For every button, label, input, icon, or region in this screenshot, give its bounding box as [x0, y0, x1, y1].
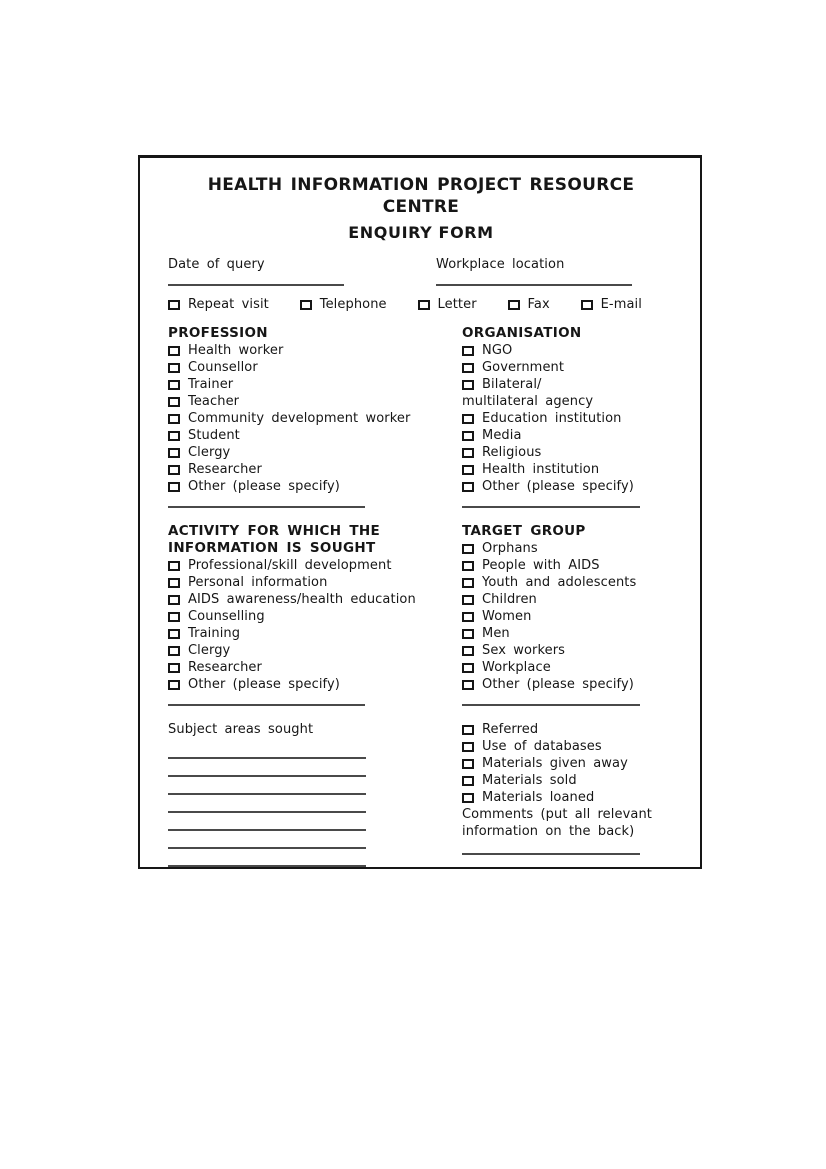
checkbox[interactable]: [168, 346, 180, 356]
workplace-location-field: [436, 256, 674, 286]
checkbox-label: Other (please specify): [188, 479, 340, 494]
checkbox[interactable]: [462, 346, 474, 356]
checkbox-item: [462, 659, 674, 676]
checkbox-label: Other (please specify): [188, 677, 340, 692]
checkbox-item: [168, 410, 462, 427]
comments-label: Comments (put all relevant information on the back): [462, 807, 652, 839]
checkbox-label: Teacher: [188, 394, 240, 409]
checkbox[interactable]: [168, 629, 180, 639]
checkbox[interactable]: [168, 380, 180, 390]
checkbox-item: [462, 591, 674, 608]
checkbox-item: [168, 591, 462, 608]
checkbox-item: [462, 642, 674, 659]
checkbox-item: [462, 410, 674, 427]
checkbox-item: [168, 478, 462, 495]
form-columns: [168, 325, 674, 867]
checkbox-item: [168, 376, 462, 393]
checkbox-item: [462, 342, 674, 359]
outcome-items: [462, 721, 674, 806]
checkbox-label: People with AIDS: [482, 558, 600, 573]
checkbox-label: Clergy: [188, 445, 231, 460]
checkbox[interactable]: [462, 742, 474, 752]
checkbox-label: Materials given away: [482, 756, 628, 771]
checkbox-item: [462, 461, 674, 478]
checkbox[interactable]: [168, 397, 180, 407]
checkbox-item: [462, 738, 674, 755]
checkbox-item: [462, 359, 674, 376]
checkbox[interactable]: [300, 300, 312, 310]
checkbox-item: [168, 608, 462, 625]
activity-other-specify-line[interactable]: [168, 704, 365, 706]
enquiry-form: [138, 155, 702, 869]
checkbox[interactable]: [462, 612, 474, 622]
checkbox[interactable]: [168, 414, 180, 424]
checkbox-label: Children: [482, 592, 537, 607]
checkbox-item: [462, 755, 674, 772]
checkbox-item: [418, 296, 477, 313]
checkbox-label-continuation: multilateral agency: [462, 394, 594, 409]
checkbox-label: Health worker: [188, 343, 284, 358]
checkbox-label: Government: [482, 360, 565, 375]
checkbox-item: [168, 427, 462, 444]
checkbox[interactable]: [462, 448, 474, 458]
checkbox-label: Community development worker: [188, 411, 411, 426]
checkbox-item: [462, 574, 674, 591]
checkbox-label: Workplace: [482, 660, 551, 675]
checkbox-item: [462, 772, 674, 789]
checkbox-label: Letter: [437, 297, 477, 312]
write-in-line[interactable]: [168, 813, 366, 831]
organisation-items: [462, 342, 674, 495]
checkbox[interactable]: [168, 363, 180, 373]
checkbox-item: [462, 540, 674, 557]
checkbox[interactable]: [168, 578, 180, 588]
section-organisation: [462, 325, 674, 508]
checkbox[interactable]: [462, 465, 474, 475]
checkbox-label: Other (please specify): [482, 479, 634, 494]
checkbox-label: Professional/skill development: [188, 558, 392, 573]
checkbox[interactable]: [462, 759, 474, 769]
checkbox-label: Media: [482, 428, 522, 443]
checkbox-label: Researcher: [188, 462, 262, 477]
checkbox-item: [168, 393, 462, 410]
checkbox[interactable]: [168, 482, 180, 492]
subject-areas-lines: [168, 741, 462, 867]
form-subtitle: ENQUIRY FORM: [348, 223, 494, 242]
checkbox[interactable]: [462, 629, 474, 639]
checkbox[interactable]: [168, 595, 180, 605]
checkbox[interactable]: [168, 300, 180, 310]
checkbox-label: Education institution: [482, 411, 622, 426]
checkbox-label: Orphans: [482, 541, 538, 556]
checkbox-label: Counselling: [188, 609, 265, 624]
checkbox-item: [462, 427, 674, 444]
checkbox-item: [462, 376, 674, 393]
checkbox-item: [462, 608, 674, 625]
checkbox-item: [168, 659, 462, 676]
section-subject-areas: [168, 721, 462, 867]
checkbox-label: E-mail: [600, 297, 642, 312]
profession-other-specify-line[interactable]: [168, 506, 365, 508]
subject-areas-label: Subject areas sought: [168, 722, 314, 737]
checkbox-item: [462, 557, 674, 574]
profession-items: [168, 342, 462, 495]
activity-heading-line1: ACTIVITY FOR WHICH THE: [168, 523, 380, 539]
write-in-line[interactable]: [168, 795, 366, 813]
checkbox-label: Personal information: [188, 575, 328, 590]
checkbox[interactable]: [168, 612, 180, 622]
checkbox-label: Religious: [482, 445, 542, 460]
organisation-other-specify-line[interactable]: [462, 506, 640, 508]
checkbox[interactable]: [462, 544, 474, 554]
workplace-location-label: Workplace location: [436, 257, 565, 272]
checkbox-item: [168, 461, 462, 478]
workplace-location-input[interactable]: [436, 284, 632, 286]
checkbox-label: Use of databases: [482, 739, 602, 754]
activity-items: [168, 557, 462, 693]
checkbox-label: Researcher: [188, 660, 262, 675]
checkbox-label: Fax: [527, 297, 550, 312]
checkbox-label: Training: [188, 626, 241, 641]
header-fields: [168, 256, 674, 286]
checkbox-item: [168, 557, 462, 574]
checkbox[interactable]: [462, 380, 474, 390]
organisation-heading: ORGANISATION: [462, 325, 582, 341]
checkbox[interactable]: [462, 776, 474, 786]
checkbox-item: [462, 676, 674, 693]
checkbox-item: [168, 574, 462, 591]
checkbox[interactable]: [508, 300, 520, 310]
checkbox[interactable]: [462, 482, 474, 492]
checkbox-label: Women: [482, 609, 532, 624]
write-in-line[interactable]: [168, 849, 366, 867]
checkbox[interactable]: [462, 680, 474, 690]
checkbox-item: [168, 625, 462, 642]
checkbox-item: [168, 342, 462, 359]
checkbox-label: Referred: [482, 722, 539, 737]
checkbox-item: [168, 642, 462, 659]
target-group-other-specify-line[interactable]: [462, 704, 640, 706]
checkbox[interactable]: [168, 646, 180, 656]
checkbox[interactable]: [462, 663, 474, 673]
checkbox[interactable]: [462, 595, 474, 605]
section-outcome: [462, 721, 674, 855]
checkbox-item: [168, 359, 462, 376]
checkbox[interactable]: [168, 561, 180, 571]
checkbox-item: [508, 296, 550, 313]
checkbox-item: [462, 478, 674, 495]
target-group-items: [462, 540, 674, 693]
checkbox[interactable]: [168, 465, 180, 475]
checkbox[interactable]: [168, 680, 180, 690]
checkbox-item: [462, 444, 674, 461]
checkbox-item: [462, 789, 674, 806]
section-profession: [168, 325, 462, 508]
checkbox-label: Materials loaned: [482, 790, 595, 805]
checkbox-label: Student: [188, 428, 240, 443]
write-in-line[interactable]: [168, 831, 366, 849]
checkbox[interactable]: [462, 646, 474, 656]
checkbox-label: Youth and adolescents: [482, 575, 637, 590]
checkbox-item: [168, 444, 462, 461]
left-column: [168, 325, 462, 867]
checkbox[interactable]: [462, 793, 474, 803]
date-of-query-label: Date of query: [168, 257, 265, 272]
comments-line[interactable]: [462, 853, 640, 855]
checkbox-label: Counsellor: [188, 360, 258, 375]
checkbox-label: Repeat visit: [188, 297, 269, 312]
checkbox[interactable]: [462, 561, 474, 571]
checkbox-label: NGO: [482, 343, 513, 358]
checkbox-item: [581, 296, 642, 313]
form-title: HEALTH INFORMATION PROJECT RESOURCE CENTRE: [207, 175, 635, 217]
checkbox-label: Materials sold: [482, 773, 577, 788]
checkbox-label: Clergy: [188, 643, 231, 658]
section-target-group: [462, 523, 674, 706]
checkbox-item: [168, 676, 462, 693]
checkbox[interactable]: [168, 431, 180, 441]
checkbox-label: AIDS awareness/health education: [188, 592, 416, 607]
checkbox-label: Sex workers: [482, 643, 566, 658]
write-in-line[interactable]: [168, 759, 366, 777]
date-of-query-field: [168, 256, 436, 286]
checkbox-item: [168, 296, 269, 313]
checkbox-label: Bilateral/: [482, 377, 542, 392]
contact-method-row: [168, 296, 642, 313]
checkbox-label: Health institution: [482, 462, 600, 477]
checkbox-label: Men: [482, 626, 510, 641]
write-in-line[interactable]: [168, 777, 366, 795]
checkbox[interactable]: [462, 431, 474, 441]
checkbox-label: Other (please specify): [482, 677, 634, 692]
checkbox[interactable]: [168, 448, 180, 458]
checkbox[interactable]: [581, 300, 593, 310]
checkbox-item: [300, 296, 387, 313]
write-in-line[interactable]: [168, 741, 366, 759]
activity-heading-line2: INFORMATION IS SOUGHT: [168, 540, 376, 556]
date-of-query-input[interactable]: [168, 284, 344, 286]
checkbox-item: [462, 625, 674, 642]
checkbox-item: [462, 721, 674, 738]
right-column: [462, 325, 674, 867]
checkbox[interactable]: [418, 300, 430, 310]
profession-heading: PROFESSION: [168, 325, 268, 341]
section-activity: [168, 523, 462, 706]
target-group-heading: TARGET GROUP: [462, 523, 586, 539]
checkbox[interactable]: [168, 663, 180, 673]
checkbox[interactable]: [462, 725, 474, 735]
checkbox[interactable]: [462, 578, 474, 588]
checkbox[interactable]: [462, 414, 474, 424]
checkbox[interactable]: [462, 363, 474, 373]
checkbox-label: Trainer: [188, 377, 234, 392]
checkbox-label: Telephone: [319, 297, 387, 312]
